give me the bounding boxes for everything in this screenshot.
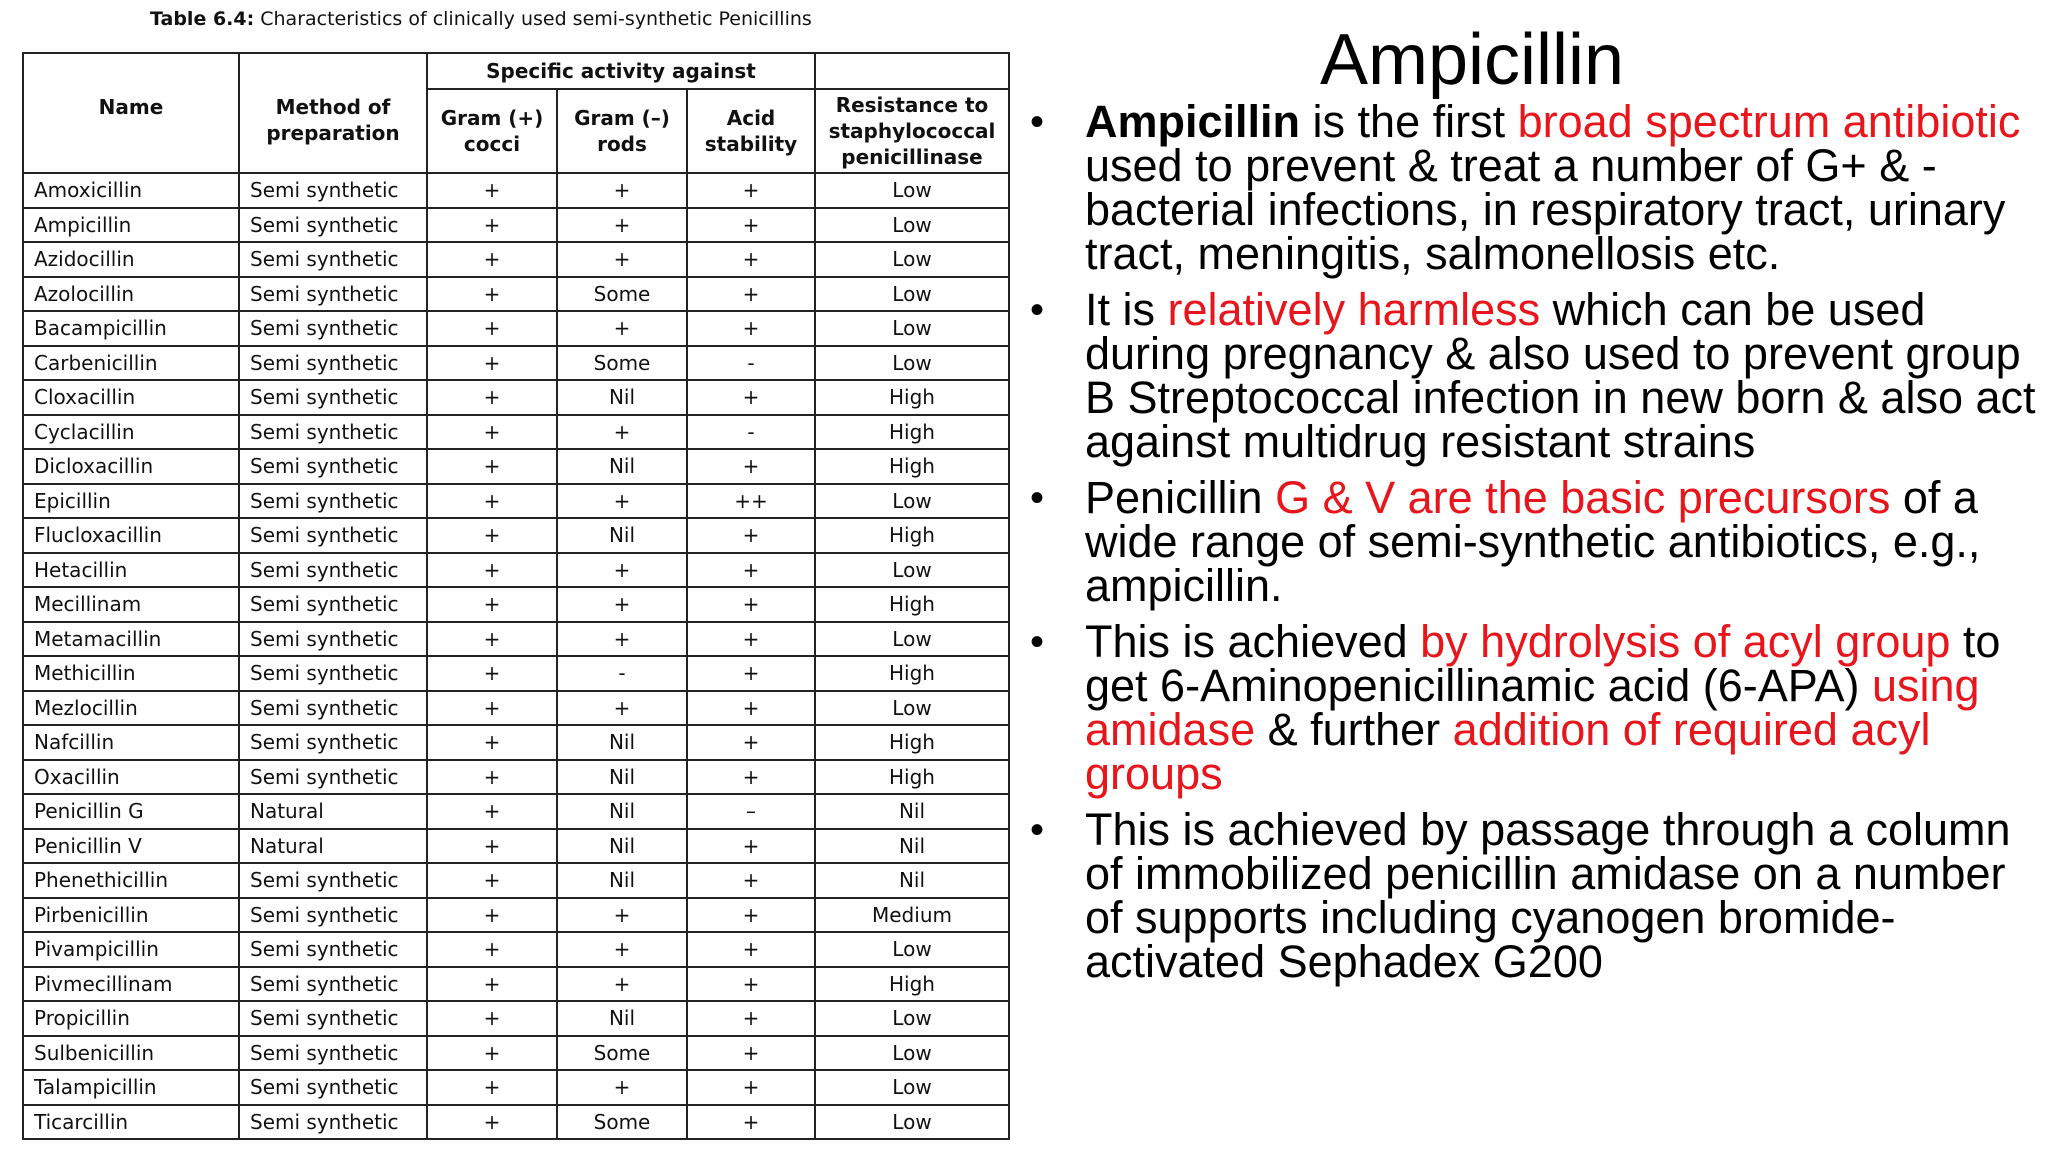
cell-method: Semi synthetic (239, 311, 427, 346)
header-gram-negative: Gram (–) rods (557, 89, 687, 173)
cell-acid-stability: + (687, 1001, 815, 1036)
cell-gram-positive: + (427, 484, 557, 519)
cell-name: Methicillin (23, 656, 239, 691)
bullet-dot: • (1030, 288, 1045, 332)
cell-name: Pivampicillin (23, 932, 239, 967)
bullet-text: of a wide range of semi-synthetic antibiotics, e.g., ampicillin. (1085, 472, 1981, 611)
header-method: Method of preparation (239, 53, 427, 173)
cell-acid-stability: + (687, 173, 815, 208)
cell-gram-positive: + (427, 898, 557, 933)
cell-method: Semi synthetic (239, 1070, 427, 1105)
penicillin-table-image (0, 0, 1020, 1152)
table-row (23, 794, 1009, 829)
cell-resistance: Low (815, 1036, 1009, 1071)
bullet-text: Penicillin (1085, 472, 1276, 523)
cell-resistance: Nil (815, 863, 1009, 898)
cell-acid-stability: + (687, 518, 815, 553)
cell-gram-negative: + (557, 208, 687, 243)
bullet-text: is the first (1300, 96, 1518, 147)
cell-gram-positive: + (427, 311, 557, 346)
cell-acid-stability: + (687, 242, 815, 277)
cell-method: Semi synthetic (239, 1001, 427, 1036)
cell-acid-stability: + (687, 449, 815, 484)
cell-acid-stability: + (687, 1105, 815, 1140)
cell-gram-negative: Nil (557, 863, 687, 898)
cell-gram-positive: + (427, 242, 557, 277)
header-resistance: Resistance to staphylococcal penicillinase (815, 89, 1009, 173)
bullet-item (1030, 284, 2040, 467)
bullet-highlight: addition of required acyl groups (1085, 704, 1931, 799)
cell-method: Natural (239, 829, 427, 864)
cell-gram-negative: Nil (557, 829, 687, 864)
table-row (23, 1036, 1009, 1071)
table-row (23, 863, 1009, 898)
cell-resistance: Low (815, 1105, 1009, 1140)
cell-gram-negative: Nil (557, 725, 687, 760)
cell-name: Mezlocillin (23, 691, 239, 726)
header-blank (815, 53, 1009, 89)
cell-resistance: High (815, 725, 1009, 760)
cell-resistance: High (815, 415, 1009, 450)
table-row (23, 1105, 1009, 1140)
table-row (23, 829, 1009, 864)
table-row (23, 932, 1009, 967)
cell-method: Semi synthetic (239, 967, 427, 1002)
cell-gram-negative: Nil (557, 794, 687, 829)
bullet-item (1030, 472, 2040, 611)
cell-method: Semi synthetic (239, 932, 427, 967)
bullet-dot: • (1030, 476, 1045, 520)
cell-gram-positive: + (427, 380, 557, 415)
cell-name: Ampicillin (23, 208, 239, 243)
cell-gram-negative: Nil (557, 449, 687, 484)
cell-method: Semi synthetic (239, 691, 427, 726)
cell-resistance: Low (815, 311, 1009, 346)
cell-resistance: High (815, 656, 1009, 691)
cell-gram-negative: + (557, 484, 687, 519)
cell-resistance: Low (815, 173, 1009, 208)
bullet-text: This is achieved by passage through a column of immobilized penicillin amidase on a number of supports including cyanogen bromide-activated Sephadex G200 (1085, 804, 2011, 987)
cell-resistance: Low (815, 622, 1009, 657)
table-row (23, 1001, 1009, 1036)
table-caption-text: Characteristics of clinically used semi-synthetic Penicillins (260, 8, 812, 30)
bullet-text: which can be used during pregnancy & also used to prevent group B Streptococcal infection in new born & also act against multidrug resistant strains (1085, 284, 2036, 467)
bullet-dot: • (1030, 620, 1045, 664)
cell-name: Penicillin G (23, 794, 239, 829)
cell-gram-positive: + (427, 932, 557, 967)
cell-resistance: Nil (815, 829, 1009, 864)
cell-name: Cyclacillin (23, 415, 239, 450)
bullet-text: & further (1255, 704, 1453, 755)
cell-name: Mecillinam (23, 587, 239, 622)
cell-gram-positive: + (427, 553, 557, 588)
cell-name: Flucloxacillin (23, 518, 239, 553)
cell-method: Semi synthetic (239, 346, 427, 381)
cell-acid-stability: – (687, 794, 815, 829)
cell-resistance: Low (815, 242, 1009, 277)
cell-resistance: Low (815, 208, 1009, 243)
cell-gram-positive: + (427, 208, 557, 243)
table-row (23, 691, 1009, 726)
table-caption (150, 8, 812, 30)
cell-name: Ticarcillin (23, 1105, 239, 1140)
cell-method: Semi synthetic (239, 898, 427, 933)
cell-acid-stability: + (687, 587, 815, 622)
cell-gram-negative: + (557, 1070, 687, 1105)
cell-resistance: Low (815, 691, 1009, 726)
table-row (23, 1070, 1009, 1105)
cell-gram-positive: + (427, 863, 557, 898)
bullet-highlight: G & V are the basic precursors (1275, 472, 1891, 523)
cell-method: Semi synthetic (239, 518, 427, 553)
cell-name: Amoxicillin (23, 173, 239, 208)
table-row (23, 656, 1009, 691)
cell-gram-positive: + (427, 449, 557, 484)
cell-acid-stability: + (687, 622, 815, 657)
bullet-text: This is achieved (1085, 616, 1421, 667)
cell-resistance: High (815, 760, 1009, 795)
bullet-highlight: using amidase (1085, 660, 1980, 755)
cell-gram-positive: + (427, 173, 557, 208)
bullet-item (1030, 804, 2040, 987)
bullet-list (1030, 96, 2040, 996)
cell-acid-stability: + (687, 967, 815, 1002)
cell-resistance: Low (815, 1070, 1009, 1105)
cell-acid-stability: + (687, 725, 815, 760)
cell-method: Semi synthetic (239, 587, 427, 622)
table-caption-label: Table 6.4: (150, 8, 255, 30)
table-row (23, 449, 1009, 484)
cell-gram-negative: + (557, 898, 687, 933)
cell-resistance: High (815, 449, 1009, 484)
cell-gram-negative: + (557, 173, 687, 208)
cell-method: Semi synthetic (239, 277, 427, 312)
cell-resistance: High (815, 380, 1009, 415)
cell-acid-stability: + (687, 311, 815, 346)
cell-method: Semi synthetic (239, 725, 427, 760)
table-row (23, 242, 1009, 277)
cell-gram-positive: + (427, 829, 557, 864)
cell-gram-negative: + (557, 932, 687, 967)
bullet-dot: • (1030, 808, 1045, 852)
cell-name: Propicillin (23, 1001, 239, 1036)
cell-acid-stability: + (687, 208, 815, 243)
cell-gram-negative: Some (557, 346, 687, 381)
table-row (23, 898, 1009, 933)
cell-method: Semi synthetic (239, 622, 427, 657)
table-row (23, 967, 1009, 1002)
bullet-dot: • (1030, 100, 1045, 144)
bullet-text: to get 6-Aminopenicillinamic acid (6-APA) (1085, 616, 2001, 711)
table-row (23, 553, 1009, 588)
cell-resistance: Low (815, 277, 1009, 312)
cell-method: Semi synthetic (239, 760, 427, 795)
cell-method: Semi synthetic (239, 1036, 427, 1071)
table-row (23, 380, 1009, 415)
cell-method: Semi synthetic (239, 1105, 427, 1140)
cell-method: Semi synthetic (239, 449, 427, 484)
cell-gram-negative: + (557, 415, 687, 450)
cell-gram-positive: + (427, 346, 557, 381)
table-row (23, 208, 1009, 243)
cell-name: Pirbenicillin (23, 898, 239, 933)
table-row (23, 277, 1009, 312)
cell-name: Cloxacillin (23, 380, 239, 415)
bullet-item (1030, 96, 2040, 279)
cell-resistance: Low (815, 553, 1009, 588)
cell-gram-positive: + (427, 691, 557, 726)
cell-gram-negative: + (557, 553, 687, 588)
penicillin-table (22, 52, 1010, 1140)
cell-gram-positive: + (427, 1070, 557, 1105)
cell-gram-negative: + (557, 587, 687, 622)
table-row (23, 518, 1009, 553)
slide-title: Ampicillin (1320, 20, 1625, 100)
cell-resistance: Low (815, 932, 1009, 967)
cell-method: Semi synthetic (239, 484, 427, 519)
bullet-strong: Ampicillin (1085, 96, 1301, 147)
cell-resistance: Nil (815, 794, 1009, 829)
cell-gram-positive: + (427, 725, 557, 760)
cell-gram-negative: Some (557, 277, 687, 312)
cell-gram-positive: + (427, 760, 557, 795)
bullet-text: used to prevent & treat a number of G+ & - bacterial infections, in respiratory tract, urinary tract, meningitis, salmonellosis etc. (1085, 140, 2006, 279)
table-row (23, 622, 1009, 657)
cell-gram-negative: + (557, 622, 687, 657)
cell-gram-negative: + (557, 242, 687, 277)
cell-resistance: Low (815, 1001, 1009, 1036)
cell-name: Sulbenicillin (23, 1036, 239, 1071)
cell-acid-stability: + (687, 656, 815, 691)
cell-name: Phenethicillin (23, 863, 239, 898)
cell-method: Semi synthetic (239, 553, 427, 588)
cell-name: Nafcillin (23, 725, 239, 760)
table-row (23, 484, 1009, 519)
cell-gram-positive: + (427, 1001, 557, 1036)
cell-method: Natural (239, 794, 427, 829)
cell-acid-stability: + (687, 829, 815, 864)
cell-name: Carbenicillin (23, 346, 239, 381)
cell-name: Epicillin (23, 484, 239, 519)
cell-gram-negative: Nil (557, 518, 687, 553)
cell-gram-negative: Some (557, 1105, 687, 1140)
cell-gram-positive: + (427, 967, 557, 1002)
bullet-highlight: by hydrolysis of acyl group (1420, 616, 1951, 667)
cell-resistance: Low (815, 346, 1009, 381)
header-group-activity: Specific activity against (427, 53, 815, 89)
cell-name: Azolocillin (23, 277, 239, 312)
cell-gram-negative: - (557, 656, 687, 691)
cell-gram-negative: Nil (557, 760, 687, 795)
cell-method: Semi synthetic (239, 208, 427, 243)
cell-resistance: Low (815, 484, 1009, 519)
cell-acid-stability: + (687, 1036, 815, 1071)
cell-method: Semi synthetic (239, 380, 427, 415)
cell-acid-stability: + (687, 380, 815, 415)
cell-acid-stability: + (687, 760, 815, 795)
cell-method: Semi synthetic (239, 242, 427, 277)
cell-method: Semi synthetic (239, 863, 427, 898)
cell-resistance: Medium (815, 898, 1009, 933)
cell-acid-stability: - (687, 346, 815, 381)
cell-name: Pivmecillinam (23, 967, 239, 1002)
table-row (23, 415, 1009, 450)
cell-acid-stability: - (687, 415, 815, 450)
cell-resistance: High (815, 518, 1009, 553)
cell-method: Semi synthetic (239, 656, 427, 691)
cell-name: Dicloxacillin (23, 449, 239, 484)
cell-acid-stability: + (687, 1070, 815, 1105)
bullet-text: It is (1085, 284, 1168, 335)
cell-name: Talampicillin (23, 1070, 239, 1105)
cell-acid-stability: + (687, 691, 815, 726)
cell-name: Penicillin V (23, 829, 239, 864)
cell-name: Bacampicillin (23, 311, 239, 346)
cell-acid-stability: + (687, 277, 815, 312)
cell-gram-positive: + (427, 1105, 557, 1140)
table-row (23, 587, 1009, 622)
cell-acid-stability: + (687, 553, 815, 588)
cell-gram-positive: + (427, 794, 557, 829)
cell-acid-stability: + (687, 863, 815, 898)
cell-acid-stability: + (687, 932, 815, 967)
bullet-item (1030, 616, 2040, 799)
table-body (23, 173, 1009, 1139)
cell-gram-negative: + (557, 311, 687, 346)
cell-gram-positive: + (427, 518, 557, 553)
cell-gram-negative: Nil (557, 1001, 687, 1036)
cell-gram-positive: + (427, 1036, 557, 1071)
header-gram-positive: Gram (+) cocci (427, 89, 557, 173)
bullet-highlight: relatively harmless (1167, 284, 1541, 335)
bullet-highlight: broad spectrum antibiotic (1517, 96, 2021, 147)
cell-gram-positive: + (427, 622, 557, 657)
cell-resistance: High (815, 587, 1009, 622)
cell-gram-positive: + (427, 277, 557, 312)
cell-acid-stability: + (687, 898, 815, 933)
cell-method: Semi synthetic (239, 173, 427, 208)
header-acid-stability: Acid stability (687, 89, 815, 173)
cell-method: Semi synthetic (239, 415, 427, 450)
cell-acid-stability: ++ (687, 484, 815, 519)
table-row (23, 725, 1009, 760)
cell-gram-positive: + (427, 587, 557, 622)
table-row (23, 760, 1009, 795)
table-row (23, 311, 1009, 346)
header-name: Name (23, 53, 239, 173)
cell-gram-negative: Some (557, 1036, 687, 1071)
cell-gram-positive: + (427, 656, 557, 691)
cell-gram-negative: + (557, 691, 687, 726)
table-row (23, 346, 1009, 381)
table-row (23, 173, 1009, 208)
cell-gram-positive: + (427, 415, 557, 450)
cell-resistance: High (815, 967, 1009, 1002)
cell-name: Oxacillin (23, 760, 239, 795)
cell-name: Hetacillin (23, 553, 239, 588)
cell-name: Metamacillin (23, 622, 239, 657)
cell-gram-negative: Nil (557, 380, 687, 415)
cell-name: Azidocillin (23, 242, 239, 277)
cell-gram-negative: + (557, 967, 687, 1002)
